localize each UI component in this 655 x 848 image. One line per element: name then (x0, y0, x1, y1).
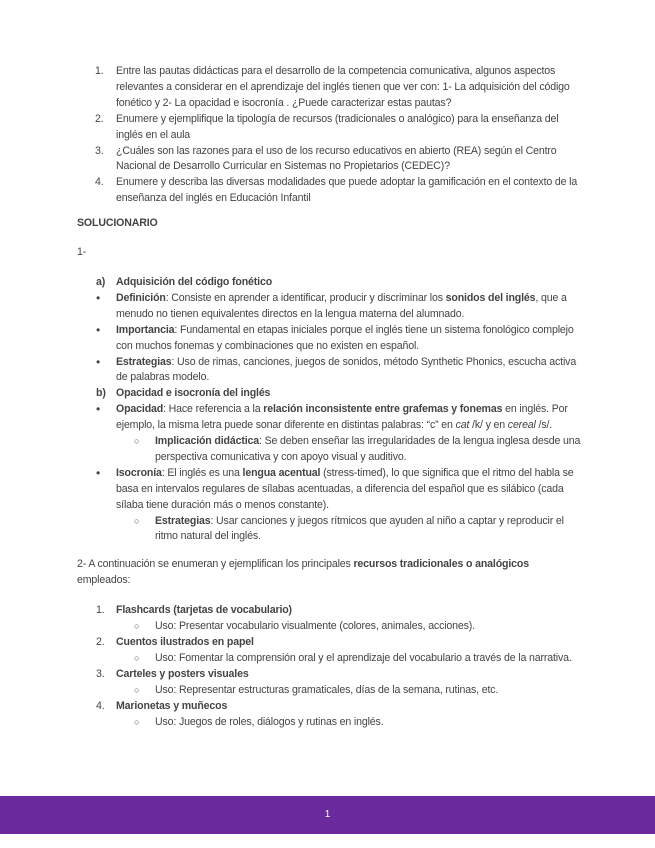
resource-use: ○ Uso: Presentar vocabulario visualmente (colores, animales, acciones). (77, 619, 582, 635)
question-item: 1. Entre las pautas didácticas para el desarrollo de la competencia comunicativa, algunos aspectos relevantes a considerar en el aprendizaje del inglés tienen que ver con: 1- La adquisición del código fonético y 2- La opacidad e isocronía . ¿Puede caracterizar estas pautas? (95, 65, 570, 109)
bullet-icon: • (96, 402, 101, 417)
resource-use: ○ Uso: Juegos de roles, diálogos y rutinas en inglés. (77, 715, 582, 731)
bullet-icon: • (96, 322, 101, 337)
solucionario-heading: SOLUCIONARIO (77, 217, 158, 230)
resources-list (77, 603, 582, 730)
bullet-icon: • (96, 290, 101, 305)
circle-bullet-icon: ○ (134, 652, 140, 663)
page-number: 1 (324, 809, 331, 820)
resource-item: 3. Carteles y posters visuales (96, 667, 249, 680)
circle-bullet-icon: ○ (134, 621, 140, 632)
questions-list (77, 64, 582, 207)
resource-item: 1. Flashcards (tarjetas de vocabulario) (96, 604, 292, 617)
section-b (77, 386, 582, 545)
circle-bullet-icon: ○ (134, 716, 140, 727)
question-item: 3. ¿Cuáles son las razones para el uso de los recurso educativos en abierto (REA) según el Centro Nacional de Desarrollo Curricular en Sistemas no Propietarios (CEDEC)? (95, 144, 557, 173)
circle-bullet-icon: ○ (134, 515, 140, 526)
answer-1-label: 1- (77, 246, 87, 259)
question-item: 2. Enumere y ejemplifique la tipología de recursos (tradicionales o analógico) para la enseñanza del inglés en el aula (95, 112, 559, 141)
sub-bullet-implicacion: ○ Implicación didáctica: Se deben enseñar las irregularidades de la lengua inglesa desde una perspectiva comunicativa y con apoyo visual y auditivo. (134, 435, 581, 463)
section-a (77, 275, 582, 386)
sub-bullet-estrategias: ○ Estrategias: Usar canciones y juegos rítmicos que ayuden al niño a captar y reproducir el ritmo natural del inglés. (134, 514, 564, 543)
bullet-estrategias: • Estrategias: Uso de rimas, canciones, juegos de sonidos, método Synthetic Phonics, escucha activa de palabras modelo. (96, 354, 577, 384)
section-b-heading: b) Opacidad e isocronía del inglés (96, 387, 271, 400)
page-footer (0, 796, 655, 834)
bullet-isocronia: • Isocronía: El inglés es una lengua acentual (stress-timed), lo que significa que el ritmo del habla se basa en intervalos regulares de sílabas acentuadas, a diferencia del español que es silábico (cada sílaba tiene duración más o menos constante). (96, 465, 574, 511)
bullet-opacidad: • Opacidad: Hace referencia a la relación inconsistente entre grafemas y fonemas en inglés. Por ejemplo, la misma letra puede sonar diferente en distintas palabras: “c” en cat /k/ y en cereal /s/. (96, 402, 568, 432)
document-body (77, 64, 582, 730)
resource-item: 4. Marionetas y muñecos (96, 699, 228, 712)
bullet-icon: • (96, 354, 101, 369)
bullet-importancia: • Importancia: Fundamental en etapas iniciales porque el inglés tiene un sistema fonológico complejo con muchos fonemas y combinaciones que no existen en español. (96, 322, 574, 352)
resource-use: ○ Uso: Representar estructuras gramaticales, días de la semana, rutinas, etc. (77, 683, 582, 699)
question-item: 4. Enumere y describa las diversas modalidades que puede adoptar la gamificación en el contexto de la enseñanza del inglés en Educación Infantil (95, 176, 578, 205)
circle-bullet-icon: ○ (134, 436, 140, 447)
resource-item: 2. Cuentos ilustrados en papel (96, 636, 254, 648)
bullet-icon: • (96, 465, 101, 480)
section-a-heading: a) Adquisición del código fonético (96, 275, 273, 288)
resource-use: ○ Uso: Fomentar la comprensión oral y el aprendizaje del vocabulario a través de la narrativa. (77, 651, 582, 667)
answer-2-intro: 2- A continuación se enumeran y ejemplifican los principales recursos tradicionales o analógicos empleados: (77, 558, 529, 587)
bullet-definicion: • Definición: Consiste en aprender a identificar, producir y discriminar los sonidos del inglés, que a menudo no tienen equivalentes directos en la lengua materna del alumnado. (96, 290, 567, 320)
circle-bullet-icon: ○ (134, 684, 140, 695)
